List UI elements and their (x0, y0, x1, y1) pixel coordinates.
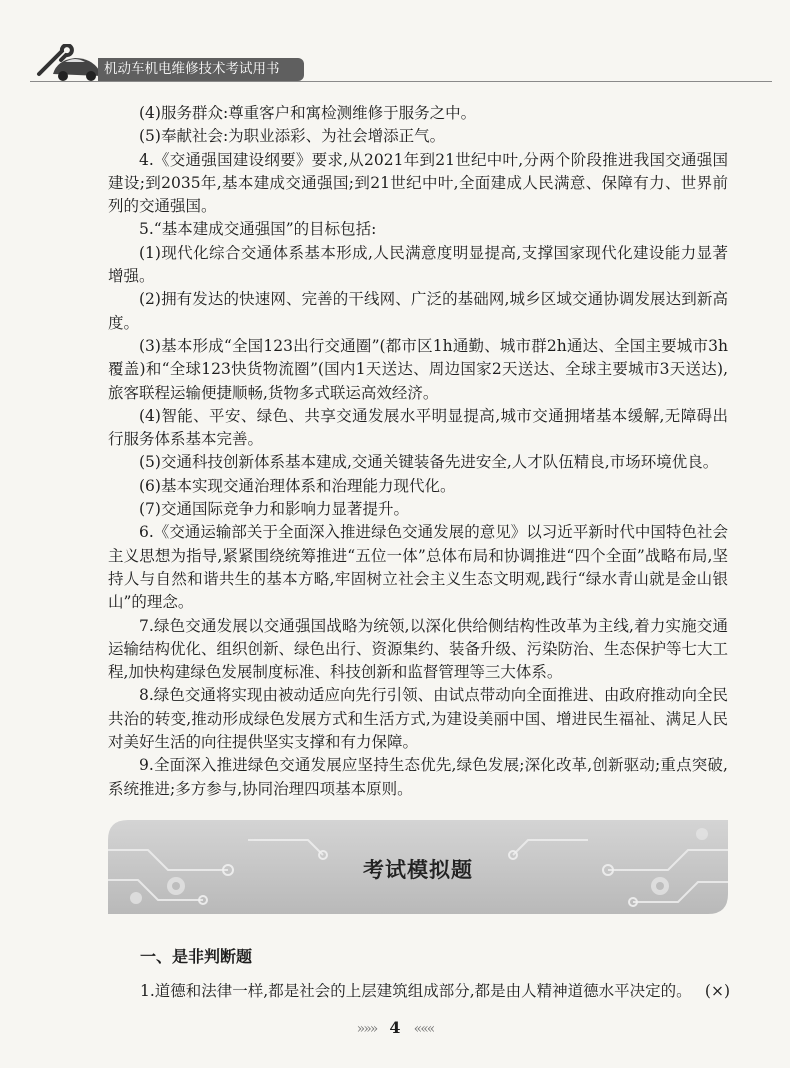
paragraph: 4.《交通强国建设纲要》要求,从2021年到21世纪中叶,分两个阶段推进我国交通强国建设;到2035年,基本建成交通强国;到21世纪中叶,全面建成人民满意、保障有力、世界前列的交通强国。 (108, 150, 728, 216)
body-text (108, 102, 728, 801)
paragraph: 9.全面深入推进绿色交通发展应坚持生态优先,绿色发展;深化改革,创新驱动;重点突破,系统推进;多方参与,协同治理四项基本原则。 (108, 756, 728, 798)
car-wrench-logo-icon (35, 44, 105, 82)
question-item (140, 980, 730, 1003)
paragraph: 8.绿色交通将实现由被动适应向先行引领、由试点带动向全面推进、由政府推动向全民共治的转变,推动形成绿色发展方式和生活方式,为建设美丽中国、增进民生福祉、满足人民对美好生活的向往提供坚实支撑和有力保障。 (108, 686, 728, 752)
paragraph: (2)拥有发达的快速网、完善的干线网、广泛的基础网,城乡区域交通协调发展达到新高度。 (108, 290, 728, 332)
footer-right-arrows-icon: ««« (413, 1021, 434, 1037)
page-header (0, 0, 790, 100)
question-answer: (×) (704, 982, 730, 1000)
page-footer (0, 1018, 790, 1037)
paragraph: 6.《交通运输部关于全面深入推进绿色交通发展的意见》以习近平新时代中国特色社会主义思想为指导,紧紧围绕统筹推进“五位一体”总体布局和协调推进“四个全面”战略布局,坚持人与自然和谐共生的基本方略,牢固树立社会主义生态文明观,践行“绿水青山就是金山银山”的理念。 (108, 523, 728, 612)
footer-left-arrows-icon: »»» (356, 1021, 377, 1037)
paragraph: (5)奉献社会:为职业添彩、为社会增添正气。 (139, 127, 446, 146)
paragraph: (3)基本形成“全国123出行交通圈”(都市区1h通勤、城市群2h通达、全国主要城市3h覆盖)和“全球123快货物流圈”(国内1天送达、周边国家2天送达、全球主要城市3天送达),旅客联程运输便捷顺畅,货物多式联运高效经济。 (108, 336, 728, 402)
paragraph: (6)基本实现交通治理体系和治理能力现代化。 (139, 476, 456, 495)
paragraph: (4)服务群众:尊重客户和寓检测维修于服务之中。 (139, 104, 477, 122)
paragraph: (7)交通国际竞争力和影响力显著提升。 (139, 500, 409, 519)
paragraph: (5)交通科技创新体系基本建成,交通关键装备先进安全,人才队伍精良,市场环境优良。 (139, 453, 719, 472)
paragraph: 7.绿色交通发展以交通强国战略为统领,以深化供给侧结构性改革为主线,着力实施交通运输结构优化、组织创新、绿色出行、资源集约、装备升级、污染防治、生态保护等七大工程,加快构建绿色发展制度标准、科技创新和监督管理等三大体系。 (108, 616, 729, 682)
paragraph: (1)现代化综合交通体系基本形成,人民满意度明显提高,支撑国家现代化建设能力显著增强。 (108, 243, 728, 286)
header-divider (30, 81, 772, 82)
banner-title: 考试模拟题 (363, 858, 473, 882)
page-number: 4 (389, 1018, 401, 1037)
book-title-bar: 机动车机电维修技术考试用书 (98, 58, 304, 81)
paragraph: 5.“基本建成交通强国”的目标包括: (139, 220, 377, 239)
section-banner (108, 820, 728, 914)
question-text: 1.道德和法律一样,都是社会的上层建筑组成部分,都是由人精神道德水平决定的。 (140, 982, 692, 1000)
section-heading: 一、是非判断题 (140, 947, 253, 966)
paragraph: (4)智能、平安、绿色、共享交通发展水平明显提高,城市交通拥堵基本缓解,无障碍出行服务体系基本完善。 (108, 406, 728, 449)
